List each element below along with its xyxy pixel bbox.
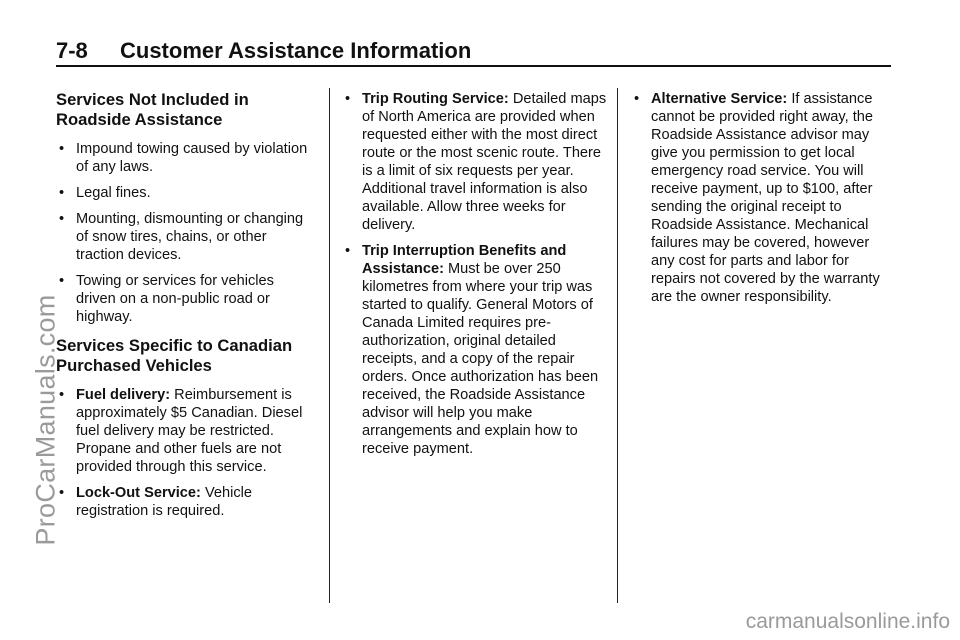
column-divider (617, 88, 618, 603)
bullet-icon: • (59, 141, 65, 157)
item-text: If assistance cannot be provided right away, the Roadside Assistance advisor may give you permission to get local emergency road service. You will receive payment, up to $100, after sending the original receipt to Roadside Assistance. Mechanical failures may be covered, however any cost for parts and labor for repairs not covered by the warranty are the owner responsibility. (651, 91, 880, 305)
bullet-icon: • (59, 273, 65, 289)
bullet-icon: • (345, 91, 351, 107)
list-item (56, 272, 314, 326)
column-3 (634, 90, 896, 314)
list-item (345, 90, 608, 234)
item-text: Mounting, dismounting or changing of snow tires, chains, or other traction devices. (76, 211, 304, 263)
list-item (634, 90, 896, 306)
section-heading-not-included: Services Not Included in Roadside Assistance (56, 90, 249, 129)
bullet-icon: • (59, 485, 65, 501)
bullet-icon: • (59, 211, 65, 227)
column-2 (345, 90, 608, 466)
header-rule (56, 65, 891, 67)
section-heading-canadian: Services Specific to Canadian Purchased Vehicles (56, 336, 293, 375)
item-text: Must be over 250 kilometres from where your trip was started to qualify. General Motors of Canada Limited requires pre-authorization, original detailed receipts, and a copy of the repair orders. Once authorization has been received, the Roadside Assistance advisor will help you make arrangements and explain how to receive payment. (362, 261, 599, 457)
item-term: Lock-Out Service: (76, 485, 201, 501)
bullet-icon: • (59, 387, 65, 403)
list-item (56, 484, 314, 520)
list-item (345, 242, 608, 458)
page-number: 7-8 (56, 38, 88, 63)
bullet-icon: • (59, 185, 65, 201)
canadian-list (56, 386, 314, 520)
canadian-list-continued (634, 90, 896, 306)
canadian-list-continued (345, 90, 608, 458)
item-term: Trip Interruption Benefits and Assistance: (362, 243, 567, 277)
list-item (56, 386, 314, 476)
item-text: Impound towing caused by violation of any laws. (76, 141, 308, 175)
column-1 (56, 90, 314, 528)
item-text: Towing or services for vehicles driven on a non-public road or highway. (76, 273, 274, 325)
not-included-list (56, 140, 314, 326)
page-title: Customer Assistance Information (120, 38, 472, 63)
list-item (56, 210, 314, 264)
item-text: Reimbursement is approximately $5 Canadian. Diesel fuel delivery may be restricted. Propane and other fuels are not provided through this service. (76, 387, 303, 475)
page-header (56, 38, 891, 66)
item-term: Alternative Service: (651, 91, 788, 107)
footer-watermark: carmanualsonline.info (745, 610, 950, 633)
column-divider (329, 88, 330, 603)
bullet-icon: • (634, 91, 640, 107)
item-term: Trip Routing Service: (362, 91, 509, 107)
item-text: Vehicle registration is required. (76, 485, 253, 519)
bullet-icon: • (345, 243, 351, 259)
list-item (56, 184, 314, 202)
watermark: ProCarManuals.com (30, 294, 61, 546)
item-text: Detailed maps of North America are provided when requested either with the most direct route or the most scenic route. There is a limit of six requests per year. Additional travel information is also available. Allow three weeks for delivery. (362, 91, 607, 233)
item-text: Legal fines. (76, 185, 151, 201)
list-item (56, 140, 314, 176)
item-term: Fuel delivery: (76, 387, 171, 403)
